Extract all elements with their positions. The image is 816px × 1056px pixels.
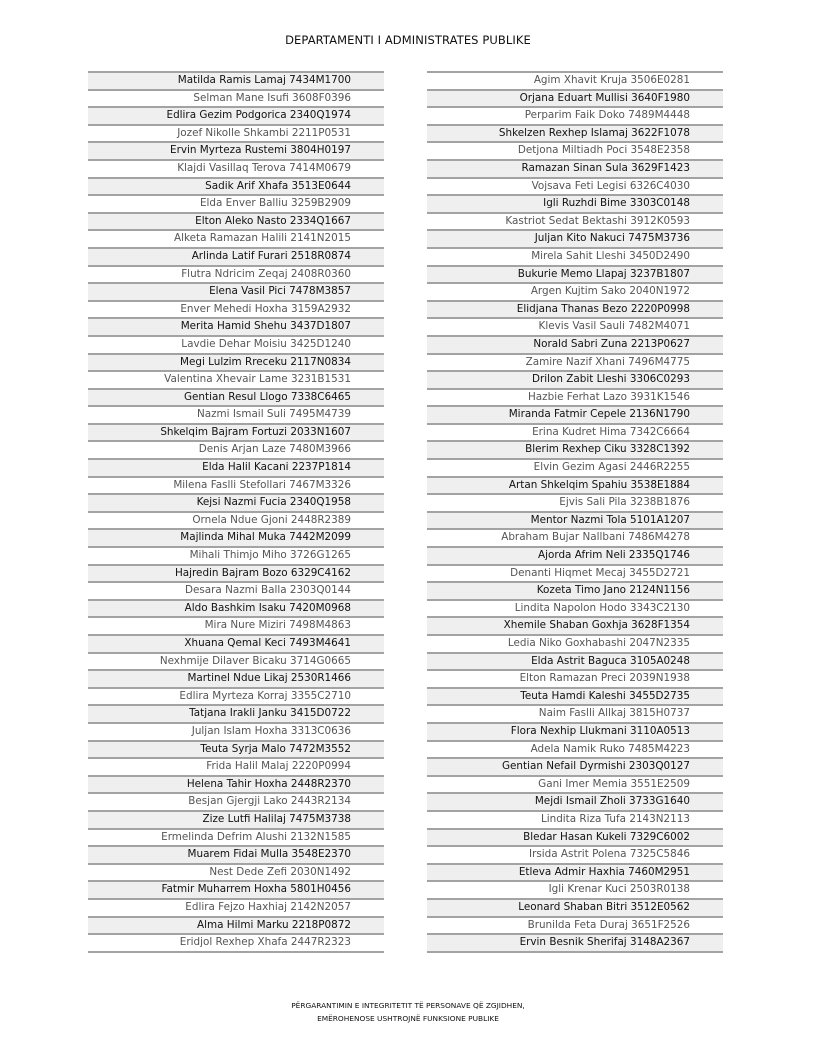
right-name-list	[427, 71, 723, 953]
list-item: Vojsava Feti Legisi 6326C4030	[427, 177, 723, 195]
list-item: Abraham Bujar Nallbani 7486M4278	[427, 528, 723, 546]
list-item: Kastriot Sedat Bektashi 3912K0593	[427, 212, 723, 230]
list-item: Milena Faslli Stefollari 7467M3326	[88, 476, 384, 494]
footer-line-1: PËRGARANTIMIN E INTEGRITETIT TË PERSONAVE QË ZGJIDHEN,	[291, 1001, 525, 1010]
list-item: Lindita Riza Tufa 2143N2113	[427, 810, 723, 828]
list-item: Alketa Ramazan Halili 2141N2015	[88, 229, 384, 247]
list-item: Brunilda Feta Duraj 3651F2526	[427, 916, 723, 934]
list-item: Nest Dede Zefi 2030N1492	[88, 863, 384, 881]
list-item: Enver Mehedi Hoxha 3159A2932	[88, 300, 384, 318]
list-item: Shkelzen Rexhep Islamaj 3622F1078	[427, 124, 723, 142]
list-item: Mirela Sahit Lleshi 3450D2490	[427, 247, 723, 265]
list-item: Valentina Xhevair Lame 3231B1531	[88, 370, 384, 388]
list-item: Tatjana Irakli Janku 3415D0722	[88, 704, 384, 722]
list-item: Elena Vasil Pici 7478M3857	[88, 282, 384, 300]
list-end-divider	[88, 951, 384, 953]
list-item: Eridjol Rexhep Xhafa 2447R2323	[88, 933, 384, 951]
list-item: Xhemile Shaban Goxhja 3628F1354	[427, 616, 723, 634]
list-item: Blerim Rexhep Ciku 3328C1392	[427, 440, 723, 458]
list-item: Leonard Shaban Bitri 3512E0562	[427, 898, 723, 916]
list-item: Ervin Besnik Sherifaj 3148A2367	[427, 933, 723, 951]
list-item: Hazbie Ferhat Lazo 3931K1546	[427, 388, 723, 406]
list-item: Klevis Vasil Sauli 7482M4071	[427, 317, 723, 335]
list-item: Xhuana Qemal Keci 7493M4641	[88, 634, 384, 652]
list-item: Shkelqim Bajram Fortuzi 2033N1607	[88, 423, 384, 441]
list-item: Elda Halil Kacani 2237P1814	[88, 458, 384, 476]
list-item: Perparim Faik Doko 7489M4448	[427, 106, 723, 124]
list-item: Gentian Resul Llogo 7338C6465	[88, 388, 384, 406]
list-item: Megi Lulzim Rreceku 2117N0834	[88, 353, 384, 371]
list-item: Ramazan Sinan Sula 3629F1423	[427, 159, 723, 177]
list-item: Bukurie Memo Llapaj 3237B1807	[427, 265, 723, 283]
list-item: Argen Kujtim Sako 2040N1972	[427, 282, 723, 300]
list-item: Juljan Kito Nakuci 7475M3736	[427, 229, 723, 247]
list-item: Besjan Gjergji Lako 2443R2134	[88, 792, 384, 810]
list-item: Arlinda Latif Furari 2518R0874	[88, 247, 384, 265]
list-item: Edlira Myrteza Korraj 3355C2710	[88, 687, 384, 705]
list-item: Teuta Syrja Malo 7472M3552	[88, 740, 384, 758]
list-item: Denanti Hiqmet Mecaj 3455D2721	[427, 564, 723, 582]
list-item: Ledia Niko Goxhabashi 2047N2335	[427, 634, 723, 652]
list-item: Martinel Ndue Likaj 2530R1466	[88, 669, 384, 687]
list-item: Erina Kudret Hima 7342C6664	[427, 423, 723, 441]
list-item: Edlira Fejzo Haxhiaj 2142N2057	[88, 898, 384, 916]
list-item: Sadik Arif Xhafa 3513E0644	[88, 177, 384, 195]
list-item: Edlira Gezim Podgorica 2340Q1974	[88, 106, 384, 124]
list-item: Igli Krenar Kuci 2503R0138	[427, 880, 723, 898]
list-item: Klajdi Vasillaq Terova 7414M0679	[88, 159, 384, 177]
list-item: Kejsi Nazmi Fucia 2340Q1958	[88, 493, 384, 511]
list-item: Lavdie Dehar Moisiu 3425D1240	[88, 335, 384, 353]
list-item: Adela Namik Ruko 7485M4223	[427, 740, 723, 758]
list-item: Jozef Nikolle Shkambi 2211P0531	[88, 124, 384, 142]
list-item: Mejdi Ismail Zholi 3733G1640	[427, 792, 723, 810]
list-item: Flora Nexhip Llukmani 3110A0513	[427, 722, 723, 740]
list-item: Naim Faslli Allkaj 3815H0737	[427, 704, 723, 722]
list-item: Igli Ruzhdi Bime 3303C0148	[427, 194, 723, 212]
footer-line-2: EMËROHENOSE USHTROJNË FUNKSIONE PUBLIKE	[317, 1014, 499, 1023]
list-item: Detjona Miltiadh Poci 3548E2358	[427, 141, 723, 159]
list-item: Gentian Nefail Dyrmishi 2303Q0127	[427, 757, 723, 775]
list-item: Ornela Ndue Gjoni 2448R2389	[88, 511, 384, 529]
list-item: Denis Arjan Laze 7480M3966	[88, 440, 384, 458]
list-item: Elvin Gezim Agasi 2446R2255	[427, 458, 723, 476]
list-item: Orjana Eduart Mullisi 3640F1980	[427, 89, 723, 107]
list-item: Bledar Hasan Kukeli 7329C6002	[427, 828, 723, 846]
list-item: Fatmir Muharrem Hoxha 5801H0456	[88, 880, 384, 898]
list-item: Irsida Astrit Polena 7325C5846	[427, 845, 723, 863]
list-item: Ermelinda Defrim Alushi 2132N1585	[88, 828, 384, 846]
list-item: Zize Lutfi Halilaj 7475M3738	[88, 810, 384, 828]
list-item: Hajredin Bajram Bozo 6329C4162	[88, 564, 384, 582]
list-item: Alma Hilmi Marku 2218P0872	[88, 916, 384, 934]
list-item: Elda Astrit Baguca 3105A0248	[427, 652, 723, 670]
list-item: Nazmi Ismail Suli 7495M4739	[88, 405, 384, 423]
list-item: Selman Mane Isufi 3608F0396	[88, 89, 384, 107]
list-item: Elton Ramazan Preci 2039N1938	[427, 669, 723, 687]
list-item: Helena Tahir Hoxha 2448R2370	[88, 775, 384, 793]
page-title: DEPARTAMENTI I ADMINISTRATES PUBLIKE	[285, 33, 531, 47]
list-item: Ajorda Afrim Neli 2335Q1746	[427, 546, 723, 564]
list-item: Majlinda Mihal Muka 7442M2099	[88, 528, 384, 546]
list-item: Aldo Bashkim Isaku 7420M0968	[88, 599, 384, 617]
list-item: Juljan Islam Hoxha 3313C0636	[88, 722, 384, 740]
list-item: Etleva Admir Haxhia 7460M2951	[427, 863, 723, 881]
list-item: Matilda Ramis Lamaj 7434M1700	[88, 71, 384, 89]
list-item: Elton Aleko Nasto 2334Q1667	[88, 212, 384, 230]
list-item: Elidjana Thanas Bezo 2220P0998	[427, 300, 723, 318]
list-item: Norald Sabri Zuna 2213P0627	[427, 335, 723, 353]
list-item: Ervin Myrteza Rustemi 3804H0197	[88, 141, 384, 159]
list-item: Miranda Fatmir Cepele 2136N1790	[427, 405, 723, 423]
list-item: Ejvis Sali Pila 3238B1876	[427, 493, 723, 511]
list-item: Drilon Zabit Lleshi 3306C0293	[427, 370, 723, 388]
list-item: Lindita Napolon Hodo 3343C2130	[427, 599, 723, 617]
list-item: Nexhmije Dilaver Bicaku 3714G0665	[88, 652, 384, 670]
list-item: Zamire Nazif Xhani 7496M4775	[427, 353, 723, 371]
list-item: Elda Enver Balliu 3259B2909	[88, 194, 384, 212]
list-item: Flutra Ndricim Zeqaj 2408R0360	[88, 265, 384, 283]
left-name-list	[88, 71, 384, 953]
list-item: Artan Shkelqim Spahiu 3538E1884	[427, 476, 723, 494]
list-end-divider	[427, 951, 723, 953]
page-footer	[0, 999, 816, 1025]
list-item: Mihali Thimjo Miho 3726G1265	[88, 546, 384, 564]
list-item: Desara Nazmi Balla 2303Q0144	[88, 581, 384, 599]
list-item: Agim Xhavit Kruja 3506E0281	[427, 71, 723, 89]
list-item: Mentor Nazmi Tola 5101A1207	[427, 511, 723, 529]
list-item: Merita Hamid Shehu 3437D1807	[88, 317, 384, 335]
list-item: Gani Imer Memia 3551E2509	[427, 775, 723, 793]
list-item: Teuta Hamdi Kaleshi 3455D2735	[427, 687, 723, 705]
list-item: Muarem Fidai Mulla 3548E2370	[88, 845, 384, 863]
list-item: Mira Nure Miziri 7498M4863	[88, 616, 384, 634]
list-item: Kozeta Timo Jano 2124N1156	[427, 581, 723, 599]
list-item: Frida Halil Malaj 2220P0994	[88, 757, 384, 775]
